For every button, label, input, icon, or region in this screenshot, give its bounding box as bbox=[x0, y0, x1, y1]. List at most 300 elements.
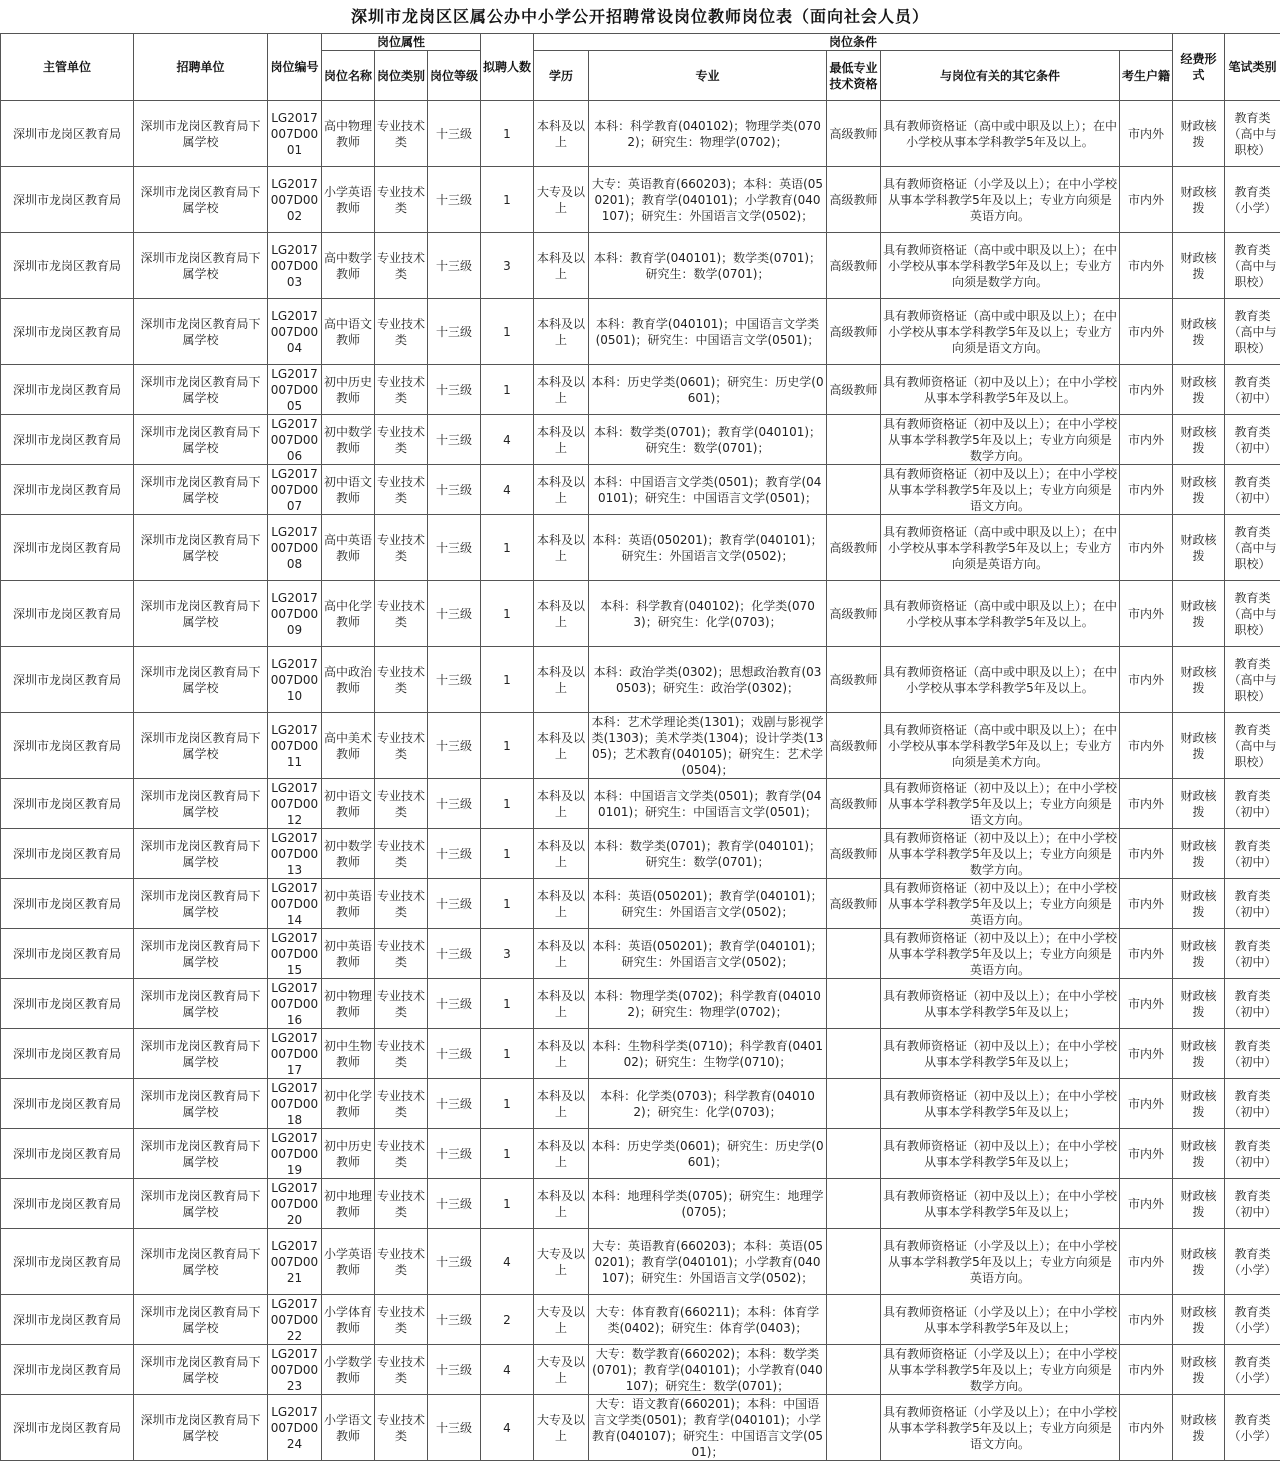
header-hukou: 考生户籍 bbox=[1120, 51, 1173, 101]
cell-position-name: 初中地理教师 bbox=[322, 1179, 375, 1229]
cell-employer: 深圳市龙岗区教育局下属学校 bbox=[134, 365, 268, 415]
cell-hukou: 市内外 bbox=[1120, 1395, 1173, 1461]
header-employer: 招聘单位 bbox=[134, 34, 268, 101]
cell-title-requirement bbox=[827, 979, 881, 1029]
table-row bbox=[1, 1295, 1280, 1345]
cell-hukou: 市内外 bbox=[1120, 647, 1173, 713]
cell-code: LG2017007D0016 bbox=[268, 979, 322, 1029]
cell-exam-type: 教育类（高中与职校） bbox=[1225, 299, 1280, 365]
cell-count: 1 bbox=[481, 1129, 534, 1179]
cell-position-name: 初中英语教师 bbox=[322, 879, 375, 929]
cell-count: 1 bbox=[481, 829, 534, 879]
cell-dept: 深圳市龙岗区教育局 bbox=[1, 829, 134, 879]
cell-count: 1 bbox=[481, 879, 534, 929]
cell-title-requirement: 高级教师 bbox=[827, 713, 881, 779]
cell-employer: 深圳市龙岗区教育局下属学校 bbox=[134, 929, 268, 979]
cell-count: 1 bbox=[481, 365, 534, 415]
cell-employer: 深圳市龙岗区教育局下属学校 bbox=[134, 1395, 268, 1461]
cell-count: 4 bbox=[481, 1395, 534, 1461]
cell-funding: 财政核拨 bbox=[1173, 829, 1225, 879]
cell-education: 本科及以上 bbox=[534, 415, 589, 465]
cell-hukou: 市内外 bbox=[1120, 415, 1173, 465]
cell-funding: 财政核拨 bbox=[1173, 647, 1225, 713]
cell-employer: 深圳市龙岗区教育局下属学校 bbox=[134, 779, 268, 829]
cell-position-name: 初中数学教师 bbox=[322, 415, 375, 465]
cell-major: 本科：历史学类(0601)；研究生：历史学(0601)； bbox=[589, 1129, 827, 1179]
cell-exam-type: 教育类（初中） bbox=[1225, 829, 1280, 879]
table-header bbox=[1, 34, 1280, 101]
cell-dept: 深圳市龙岗区教育局 bbox=[1, 515, 134, 581]
cell-position-name: 小学体育教师 bbox=[322, 1295, 375, 1345]
cell-funding: 财政核拨 bbox=[1173, 1345, 1225, 1395]
cell-employer: 深圳市龙岗区教育局下属学校 bbox=[134, 1029, 268, 1079]
cell-position-name: 初中历史教师 bbox=[322, 365, 375, 415]
header-pos-level: 岗位等级 bbox=[428, 51, 481, 101]
cell-hukou: 市内外 bbox=[1120, 299, 1173, 365]
cell-count: 4 bbox=[481, 1345, 534, 1395]
cell-code: LG2017007D0015 bbox=[268, 929, 322, 979]
cell-funding: 财政核拨 bbox=[1173, 515, 1225, 581]
cell-other-conditions: 具有教师资格证（初中及以上）；在中小学校从事本学科教学5年及以上；专业方向须是数学方向。 bbox=[881, 415, 1120, 465]
header-cond-group: 岗位条件 bbox=[534, 34, 1173, 51]
cell-position-name: 高中物理教师 bbox=[322, 101, 375, 167]
cell-other-conditions: 具有教师资格证（高中或中职及以上）；在中小学校从事本学科教学5年及以上；专业方向须是数学方向。 bbox=[881, 233, 1120, 299]
table-row bbox=[1, 829, 1280, 879]
cell-dept: 深圳市龙岗区教育局 bbox=[1, 1295, 134, 1345]
cell-count: 1 bbox=[481, 581, 534, 647]
cell-funding: 财政核拨 bbox=[1173, 365, 1225, 415]
table-row bbox=[1, 929, 1280, 979]
cell-education: 本科及以上 bbox=[534, 1179, 589, 1229]
cell-hukou: 市内外 bbox=[1120, 979, 1173, 1029]
cell-other-conditions: 具有教师资格证（小学及以上）；在中小学校从事本学科教学5年及以上；专业方向须是数学方向。 bbox=[881, 1345, 1120, 1395]
cell-code: LG2017007D0003 bbox=[268, 233, 322, 299]
cell-position-level: 十三级 bbox=[428, 929, 481, 979]
cell-position-type: 专业技术类 bbox=[375, 647, 428, 713]
cell-hukou: 市内外 bbox=[1120, 167, 1173, 233]
cell-employer: 深圳市龙岗区教育局下属学校 bbox=[134, 299, 268, 365]
cell-major: 本科：艺术学理论类(1301)；戏剧与影视学类(1303)；美术学类(1304)；设计学类(1305)；艺术教育(040105)；研究生：艺术学(0504)； bbox=[589, 713, 827, 779]
cell-count: 3 bbox=[481, 233, 534, 299]
cell-count: 1 bbox=[481, 779, 534, 829]
cell-position-level: 十三级 bbox=[428, 1029, 481, 1079]
cell-position-level: 十三级 bbox=[428, 1395, 481, 1461]
cell-count: 3 bbox=[481, 929, 534, 979]
cell-employer: 深圳市龙岗区教育局下属学校 bbox=[134, 1079, 268, 1129]
cell-education: 本科及以上 bbox=[534, 299, 589, 365]
cell-other-conditions: 具有教师资格证（小学及以上）；在中小学校从事本学科教学5年及以上；专业方向须是英语方向。 bbox=[881, 167, 1120, 233]
cell-count: 1 bbox=[481, 167, 534, 233]
cell-position-name: 高中语文教师 bbox=[322, 299, 375, 365]
cell-position-level: 十三级 bbox=[428, 515, 481, 581]
cell-title-requirement: 高级教师 bbox=[827, 779, 881, 829]
cell-education: 本科及以上 bbox=[534, 365, 589, 415]
cell-exam-type: 教育类（初中） bbox=[1225, 1079, 1280, 1129]
cell-education: 大专及以上 bbox=[534, 1395, 589, 1461]
cell-other-conditions: 具有教师资格证（初中及以上）；在中小学校从事本学科教学5年及以上； bbox=[881, 1029, 1120, 1079]
cell-funding: 财政核拨 bbox=[1173, 1295, 1225, 1345]
cell-position-name: 初中英语教师 bbox=[322, 929, 375, 979]
positions-table bbox=[0, 33, 1280, 1461]
cell-hukou: 市内外 bbox=[1120, 101, 1173, 167]
cell-major: 本科：科学教育(040102)；化学类(0703)；研究生：化学(0703)； bbox=[589, 581, 827, 647]
cell-funding: 财政核拨 bbox=[1173, 1079, 1225, 1129]
cell-major: 本科：物理学类(0702)；科学教育(040102)；研究生：物理学(0702)； bbox=[589, 979, 827, 1029]
cell-dept: 深圳市龙岗区教育局 bbox=[1, 929, 134, 979]
cell-education: 大专及以上 bbox=[534, 1345, 589, 1395]
cell-hukou: 市内外 bbox=[1120, 233, 1173, 299]
cell-position-name: 初中物理教师 bbox=[322, 979, 375, 1029]
cell-dept: 深圳市龙岗区教育局 bbox=[1, 1079, 134, 1129]
cell-code: LG2017007D0020 bbox=[268, 1179, 322, 1229]
cell-code: LG2017007D0008 bbox=[268, 515, 322, 581]
cell-code: LG2017007D0002 bbox=[268, 167, 322, 233]
cell-position-name: 高中英语教师 bbox=[322, 515, 375, 581]
cell-position-level: 十三级 bbox=[428, 233, 481, 299]
cell-employer: 深圳市龙岗区教育局下属学校 bbox=[134, 581, 268, 647]
cell-position-type: 专业技术类 bbox=[375, 1395, 428, 1461]
header-other: 与岗位有关的其它条件 bbox=[881, 51, 1120, 101]
cell-employer: 深圳市龙岗区教育局下属学校 bbox=[134, 415, 268, 465]
cell-title-requirement: 高级教师 bbox=[827, 647, 881, 713]
cell-title-requirement: 高级教师 bbox=[827, 829, 881, 879]
cell-count: 1 bbox=[481, 1079, 534, 1129]
cell-other-conditions: 具有教师资格证（高中或中职及以上）；在中小学校从事本学科教学5年及以上。 bbox=[881, 647, 1120, 713]
cell-position-level: 十三级 bbox=[428, 1129, 481, 1179]
cell-position-name: 高中政治教师 bbox=[322, 647, 375, 713]
cell-position-type: 专业技术类 bbox=[375, 713, 428, 779]
cell-title-requirement bbox=[827, 1345, 881, 1395]
cell-position-name: 初中数学教师 bbox=[322, 829, 375, 879]
cell-employer: 深圳市龙岗区教育局下属学校 bbox=[134, 1229, 268, 1295]
cell-code: LG2017007D0004 bbox=[268, 299, 322, 365]
cell-hukou: 市内外 bbox=[1120, 1029, 1173, 1079]
cell-other-conditions: 具有教师资格证（高中或中职及以上）；在中小学校从事本学科教学5年及以上；专业方向须是英语方向。 bbox=[881, 515, 1120, 581]
cell-position-level: 十三级 bbox=[428, 829, 481, 879]
cell-funding: 财政核拨 bbox=[1173, 1395, 1225, 1461]
cell-major: 大专：数学教育(660202)；本科：数学类(0701)；教育学(040101)；小学教育(040107)；研究生：数学(0701)； bbox=[589, 1345, 827, 1395]
cell-exam-type: 教育类（高中与职校） bbox=[1225, 101, 1280, 167]
cell-position-type: 专业技术类 bbox=[375, 979, 428, 1029]
cell-other-conditions: 具有教师资格证（初中及以上）；在中小学校从事本学科教学5年及以上；专业方向须是语文方向。 bbox=[881, 465, 1120, 515]
cell-education: 本科及以上 bbox=[534, 829, 589, 879]
cell-exam-type: 教育类（高中与职校） bbox=[1225, 233, 1280, 299]
header-attr-group: 岗位属性 bbox=[322, 34, 481, 51]
cell-position-type: 专业技术类 bbox=[375, 365, 428, 415]
cell-exam-type: 教育类（小学） bbox=[1225, 1395, 1280, 1461]
cell-dept: 深圳市龙岗区教育局 bbox=[1, 1179, 134, 1229]
cell-title-requirement: 高级教师 bbox=[827, 167, 881, 233]
table-row bbox=[1, 365, 1280, 415]
cell-major: 本科：教育学(040101)；中国语言文学类(0501)；研究生：中国语言文学(0501)； bbox=[589, 299, 827, 365]
cell-code: LG2017007D0005 bbox=[268, 365, 322, 415]
cell-education: 本科及以上 bbox=[534, 1129, 589, 1179]
cell-hukou: 市内外 bbox=[1120, 713, 1173, 779]
cell-count: 4 bbox=[481, 465, 534, 515]
cell-exam-type: 教育类（初中） bbox=[1225, 465, 1280, 515]
cell-position-level: 十三级 bbox=[428, 879, 481, 929]
cell-title-requirement bbox=[827, 1295, 881, 1345]
header-funding: 经费形式 bbox=[1173, 34, 1225, 101]
cell-major: 本科：政治学类(0302)；思想政治教育(030503)；研究生：政治学(0302)； bbox=[589, 647, 827, 713]
table-row bbox=[1, 1029, 1280, 1079]
cell-position-name: 高中数学教师 bbox=[322, 233, 375, 299]
cell-major: 本科：英语(050201)；教育学(040101)；研究生：外国语言文学(0502)； bbox=[589, 879, 827, 929]
cell-title-requirement bbox=[827, 465, 881, 515]
cell-other-conditions: 具有教师资格证（初中及以上）；在中小学校从事本学科教学5年及以上。 bbox=[881, 365, 1120, 415]
table-row bbox=[1, 415, 1280, 465]
cell-title-requirement bbox=[827, 1179, 881, 1229]
cell-exam-type: 教育类（初中） bbox=[1225, 779, 1280, 829]
cell-employer: 深圳市龙岗区教育局下属学校 bbox=[134, 1129, 268, 1179]
cell-exam-type: 教育类（初中） bbox=[1225, 1179, 1280, 1229]
cell-position-type: 专业技术类 bbox=[375, 415, 428, 465]
table-row bbox=[1, 465, 1280, 515]
cell-major: 大专：英语教育(660203)；本科：英语(050201)；教育学(040101)；小学教育(040107)；研究生：外国语言文学(0502)； bbox=[589, 167, 827, 233]
cell-position-name: 初中化学教师 bbox=[322, 1079, 375, 1129]
cell-dept: 深圳市龙岗区教育局 bbox=[1, 581, 134, 647]
cell-count: 1 bbox=[481, 1179, 534, 1229]
header-count: 拟聘人数 bbox=[481, 34, 534, 101]
cell-education: 本科及以上 bbox=[534, 1079, 589, 1129]
cell-major: 大专：英语教育(660203)；本科：英语(050201)；教育学(040101)；小学教育(040107)；研究生：外国语言文学(0502)； bbox=[589, 1229, 827, 1295]
cell-position-name: 高中美术教师 bbox=[322, 713, 375, 779]
cell-exam-type: 教育类（初中） bbox=[1225, 415, 1280, 465]
cell-position-type: 专业技术类 bbox=[375, 779, 428, 829]
cell-title-requirement: 高级教师 bbox=[827, 101, 881, 167]
cell-title-requirement: 高级教师 bbox=[827, 879, 881, 929]
table-row bbox=[1, 233, 1280, 299]
cell-code: LG2017007D0024 bbox=[268, 1395, 322, 1461]
cell-dept: 深圳市龙岗区教育局 bbox=[1, 415, 134, 465]
table-body bbox=[1, 101, 1280, 1461]
cell-other-conditions: 具有教师资格证（初中及以上）；在中小学校从事本学科教学5年及以上；专业方向须是数学方向。 bbox=[881, 829, 1120, 879]
cell-exam-type: 教育类（高中与职校） bbox=[1225, 713, 1280, 779]
cell-exam-type: 教育类（初中） bbox=[1225, 929, 1280, 979]
header-code: 岗位编号 bbox=[268, 34, 322, 101]
cell-employer: 深圳市龙岗区教育局下属学校 bbox=[134, 979, 268, 1029]
cell-major: 本科：历史学类(0601)；研究生：历史学(0601)； bbox=[589, 365, 827, 415]
cell-employer: 深圳市龙岗区教育局下属学校 bbox=[134, 713, 268, 779]
cell-code: LG2017007D0001 bbox=[268, 101, 322, 167]
cell-position-level: 十三级 bbox=[428, 415, 481, 465]
cell-position-level: 十三级 bbox=[428, 101, 481, 167]
cell-exam-type: 教育类（初中） bbox=[1225, 1129, 1280, 1179]
cell-employer: 深圳市龙岗区教育局下属学校 bbox=[134, 1345, 268, 1395]
cell-title-requirement: 高级教师 bbox=[827, 299, 881, 365]
table-row bbox=[1, 713, 1280, 779]
cell-exam-type: 教育类（高中与职校） bbox=[1225, 515, 1280, 581]
cell-employer: 深圳市龙岗区教育局下属学校 bbox=[134, 465, 268, 515]
cell-hukou: 市内外 bbox=[1120, 829, 1173, 879]
cell-education: 大专及以上 bbox=[534, 1295, 589, 1345]
cell-employer: 深圳市龙岗区教育局下属学校 bbox=[134, 1179, 268, 1229]
cell-education: 大专及以上 bbox=[534, 1229, 589, 1295]
cell-employer: 深圳市龙岗区教育局下属学校 bbox=[134, 829, 268, 879]
cell-funding: 财政核拨 bbox=[1173, 779, 1225, 829]
cell-position-level: 十三级 bbox=[428, 979, 481, 1029]
cell-code: LG2017007D0009 bbox=[268, 581, 322, 647]
cell-exam-type: 教育类（小学） bbox=[1225, 1295, 1280, 1345]
cell-employer: 深圳市龙岗区教育局下属学校 bbox=[134, 233, 268, 299]
cell-other-conditions: 具有教师资格证（初中及以上）；在中小学校从事本学科教学5年及以上；专业方向须是英语方向。 bbox=[881, 879, 1120, 929]
cell-count: 4 bbox=[481, 1229, 534, 1295]
cell-hukou: 市内外 bbox=[1120, 1345, 1173, 1395]
cell-position-type: 专业技术类 bbox=[375, 515, 428, 581]
cell-exam-type: 教育类（小学） bbox=[1225, 1229, 1280, 1295]
cell-other-conditions: 具有教师资格证（初中及以上）；在中小学校从事本学科教学5年及以上； bbox=[881, 1079, 1120, 1129]
cell-dept: 深圳市龙岗区教育局 bbox=[1, 1129, 134, 1179]
cell-other-conditions: 具有教师资格证（初中及以上）；在中小学校从事本学科教学5年及以上；专业方向须是语文方向。 bbox=[881, 779, 1120, 829]
cell-code: LG2017007D0012 bbox=[268, 779, 322, 829]
cell-title-requirement bbox=[827, 929, 881, 979]
cell-count: 1 bbox=[481, 713, 534, 779]
cell-dept: 深圳市龙岗区教育局 bbox=[1, 1229, 134, 1295]
cell-position-name: 初中生物教师 bbox=[322, 1029, 375, 1079]
cell-code: LG2017007D0013 bbox=[268, 829, 322, 879]
table-row bbox=[1, 1079, 1280, 1129]
cell-position-type: 专业技术类 bbox=[375, 1129, 428, 1179]
cell-exam-type: 教育类（初中） bbox=[1225, 1029, 1280, 1079]
cell-position-level: 十三级 bbox=[428, 1345, 481, 1395]
cell-position-type: 专业技术类 bbox=[375, 1345, 428, 1395]
cell-employer: 深圳市龙岗区教育局下属学校 bbox=[134, 167, 268, 233]
cell-position-name: 高中化学教师 bbox=[322, 581, 375, 647]
cell-employer: 深圳市龙岗区教育局下属学校 bbox=[134, 515, 268, 581]
cell-position-name: 初中历史教师 bbox=[322, 1129, 375, 1179]
table-row bbox=[1, 299, 1280, 365]
table-row bbox=[1, 167, 1280, 233]
cell-title-requirement: 高级教师 bbox=[827, 515, 881, 581]
cell-hukou: 市内外 bbox=[1120, 1229, 1173, 1295]
cell-position-type: 专业技术类 bbox=[375, 581, 428, 647]
cell-code: LG2017007D0006 bbox=[268, 415, 322, 465]
cell-dept: 深圳市龙岗区教育局 bbox=[1, 1395, 134, 1461]
cell-position-level: 十三级 bbox=[428, 365, 481, 415]
cell-hukou: 市内外 bbox=[1120, 581, 1173, 647]
cell-education: 本科及以上 bbox=[534, 879, 589, 929]
cell-exam-type: 教育类（高中与职校） bbox=[1225, 647, 1280, 713]
cell-hukou: 市内外 bbox=[1120, 879, 1173, 929]
cell-other-conditions: 具有教师资格证（高中或中职及以上）；在中小学校从事本学科教学5年及以上。 bbox=[881, 581, 1120, 647]
cell-hukou: 市内外 bbox=[1120, 779, 1173, 829]
cell-position-type: 专业技术类 bbox=[375, 879, 428, 929]
cell-funding: 财政核拨 bbox=[1173, 167, 1225, 233]
cell-other-conditions: 具有教师资格证（初中及以上）；在中小学校从事本学科教学5年及以上； bbox=[881, 979, 1120, 1029]
cell-title-requirement: 高级教师 bbox=[827, 365, 881, 415]
cell-education: 本科及以上 bbox=[534, 515, 589, 581]
cell-dept: 深圳市龙岗区教育局 bbox=[1, 101, 134, 167]
cell-major: 大专：语文教育(660201)；本科：中国语言文学类(0501)；教育学(040101)；小学教育(040107)；研究生：中国语言文学(0501)； bbox=[589, 1395, 827, 1461]
cell-position-name: 初中语文教师 bbox=[322, 779, 375, 829]
cell-other-conditions: 具有教师资格证（高中或中职及以上）；在中小学校从事本学科教学5年及以上；专业方向须是语文方向。 bbox=[881, 299, 1120, 365]
cell-funding: 财政核拨 bbox=[1173, 879, 1225, 929]
cell-position-type: 专业技术类 bbox=[375, 233, 428, 299]
table-title: 深圳市龙岗区区属公办中小学公开招聘常设岗位教师岗位表（面向社会人员） bbox=[0, 0, 1280, 33]
cell-position-type: 专业技术类 bbox=[375, 1179, 428, 1229]
cell-major: 本科：数学类(0701)；教育学(040101)；研究生：数学(0701)； bbox=[589, 829, 827, 879]
table-row bbox=[1, 1179, 1280, 1229]
cell-count: 2 bbox=[481, 1295, 534, 1345]
cell-funding: 财政核拨 bbox=[1173, 929, 1225, 979]
cell-count: 1 bbox=[481, 101, 534, 167]
cell-hukou: 市内外 bbox=[1120, 515, 1173, 581]
cell-position-type: 专业技术类 bbox=[375, 101, 428, 167]
cell-major: 本科：化学类(0703)；科学教育(040102)；研究生：化学(0703)； bbox=[589, 1079, 827, 1129]
cell-employer: 深圳市龙岗区教育局下属学校 bbox=[134, 879, 268, 929]
cell-hukou: 市内外 bbox=[1120, 1179, 1173, 1229]
cell-position-level: 十三级 bbox=[428, 581, 481, 647]
cell-funding: 财政核拨 bbox=[1173, 979, 1225, 1029]
header-edu: 学历 bbox=[534, 51, 589, 101]
table-row bbox=[1, 1129, 1280, 1179]
cell-count: 1 bbox=[481, 979, 534, 1029]
cell-count: 1 bbox=[481, 515, 534, 581]
cell-code: LG2017007D0017 bbox=[268, 1029, 322, 1079]
cell-major: 本科：中国语言文学类(0501)；教育学(040101)；研究生：中国语言文学(0501)； bbox=[589, 779, 827, 829]
cell-other-conditions: 具有教师资格证（小学及以上）；在中小学校从事本学科教学5年及以上；专业方向须是英语方向。 bbox=[881, 1229, 1120, 1295]
cell-funding: 财政核拨 bbox=[1173, 465, 1225, 515]
cell-title-requirement bbox=[827, 1029, 881, 1079]
cell-position-level: 十三级 bbox=[428, 1295, 481, 1345]
cell-dept: 深圳市龙岗区教育局 bbox=[1, 779, 134, 829]
cell-exam-type: 教育类（初中） bbox=[1225, 365, 1280, 415]
table-row bbox=[1, 1229, 1280, 1295]
cell-major: 本科：中国语言文学类(0501)；教育学(040101)；研究生：中国语言文学(0501)； bbox=[589, 465, 827, 515]
cell-code: LG2017007D0023 bbox=[268, 1345, 322, 1395]
cell-education: 本科及以上 bbox=[534, 979, 589, 1029]
cell-code: LG2017007D0010 bbox=[268, 647, 322, 713]
cell-exam-type: 教育类（初中） bbox=[1225, 879, 1280, 929]
cell-position-level: 十三级 bbox=[428, 1179, 481, 1229]
cell-education: 本科及以上 bbox=[534, 929, 589, 979]
cell-major: 本科：生物科学类(0710)；科学教育(040102)；研究生：生物学(0710)； bbox=[589, 1029, 827, 1079]
cell-code: LG2017007D0018 bbox=[268, 1079, 322, 1129]
cell-funding: 财政核拨 bbox=[1173, 1229, 1225, 1295]
cell-position-type: 专业技术类 bbox=[375, 299, 428, 365]
cell-position-level: 十三级 bbox=[428, 779, 481, 829]
cell-dept: 深圳市龙岗区教育局 bbox=[1, 713, 134, 779]
cell-employer: 深圳市龙岗区教育局下属学校 bbox=[134, 647, 268, 713]
cell-employer: 深圳市龙岗区教育局下属学校 bbox=[134, 1295, 268, 1345]
table-row bbox=[1, 1395, 1280, 1461]
cell-title-requirement bbox=[827, 1229, 881, 1295]
cell-other-conditions: 具有教师资格证（初中及以上）；在中小学校从事本学科教学5年及以上； bbox=[881, 1179, 1120, 1229]
cell-position-type: 专业技术类 bbox=[375, 1029, 428, 1079]
cell-major: 本科：科学教育(040102)；物理学类(0702)；研究生：物理学(0702)； bbox=[589, 101, 827, 167]
header-pos-name: 岗位名称 bbox=[322, 51, 375, 101]
cell-count: 1 bbox=[481, 299, 534, 365]
cell-position-type: 专业技术类 bbox=[375, 167, 428, 233]
cell-dept: 深圳市龙岗区教育局 bbox=[1, 979, 134, 1029]
header-major: 专业 bbox=[589, 51, 827, 101]
cell-count: 4 bbox=[481, 415, 534, 465]
cell-major: 本科：英语(050201)；教育学(040101)；研究生：外国语言文学(0502)； bbox=[589, 515, 827, 581]
cell-hukou: 市内外 bbox=[1120, 1129, 1173, 1179]
cell-employer: 深圳市龙岗区教育局下属学校 bbox=[134, 101, 268, 167]
cell-position-name: 初中语文教师 bbox=[322, 465, 375, 515]
cell-exam-type: 教育类（初中） bbox=[1225, 979, 1280, 1029]
cell-position-name: 小学英语教师 bbox=[322, 1229, 375, 1295]
cell-other-conditions: 具有教师资格证（初中及以上）；在中小学校从事本学科教学5年及以上；专业方向须是英语方向。 bbox=[881, 929, 1120, 979]
cell-major: 大专：体育教育(660211)；本科：体育学类(0402)；研究生：体育学(0403)； bbox=[589, 1295, 827, 1345]
cell-major: 本科：地理科学类(0705)；研究生：地理学(0705)； bbox=[589, 1179, 827, 1229]
header-title-req: 最低专业技术资格 bbox=[827, 51, 881, 101]
cell-hukou: 市内外 bbox=[1120, 929, 1173, 979]
cell-other-conditions: 具有教师资格证（高中或中职及以上）；在中小学校从事本学科教学5年及以上。 bbox=[881, 101, 1120, 167]
cell-dept: 深圳市龙岗区教育局 bbox=[1, 879, 134, 929]
cell-position-type: 专业技术类 bbox=[375, 465, 428, 515]
